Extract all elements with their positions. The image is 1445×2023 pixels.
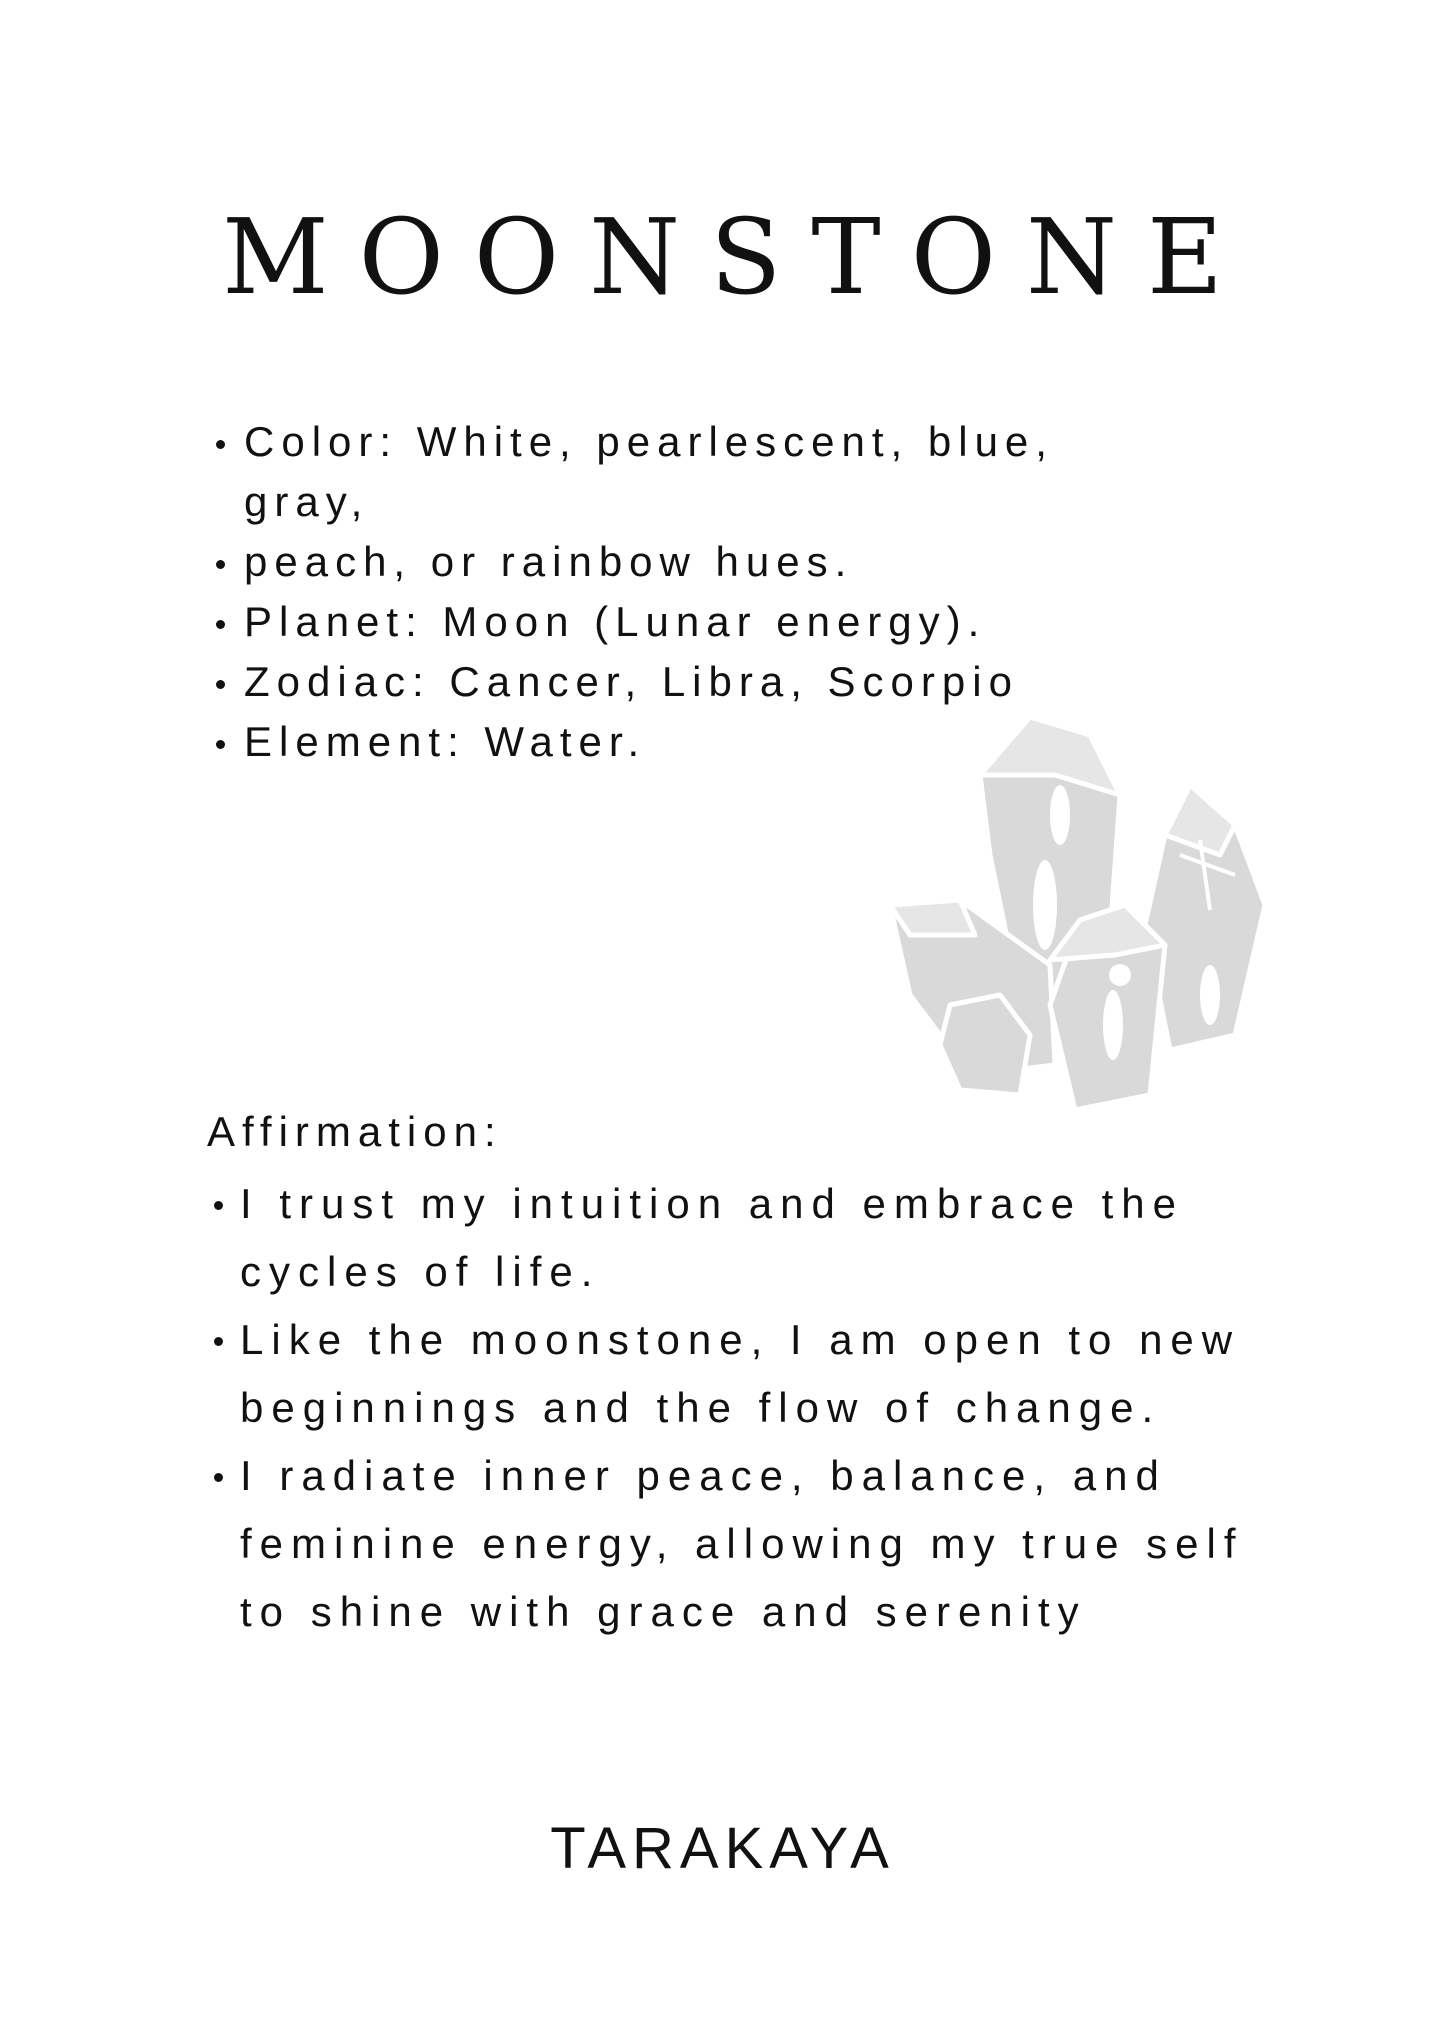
property-planet: Planet: Moon (Lunar energy). — [208, 592, 1158, 652]
affirmation-list — [206, 1170, 1246, 1646]
property-color: Color: White, pearlescent, blue, gray, — [208, 412, 1158, 532]
page-title: MOONSTONE — [222, 196, 1253, 318]
property-color-continued: peach, or rainbow hues. — [208, 532, 1158, 592]
brand-name: TARAKAYA — [550, 1816, 895, 1881]
affirmation-item-intuition: I trust my intuition and embrace the cycles of life. — [206, 1170, 1246, 1306]
property-element: Element: Water. — [208, 712, 1158, 772]
affirmation-item-inner-peace: I radiate inner peace, balance, and feminine energy, allowing my true self to shine with grace and serenity — [206, 1442, 1246, 1646]
crystal-cluster-icon — [880, 705, 1280, 1125]
affirmation-item-beginnings: Like the moonstone, I am open to new beginnings and the flow of change. — [206, 1306, 1246, 1442]
property-zodiac: Zodiac: Cancer, Libra, Scorpio — [208, 652, 1158, 712]
affirmation-heading: Affirmation: — [207, 1108, 503, 1155]
